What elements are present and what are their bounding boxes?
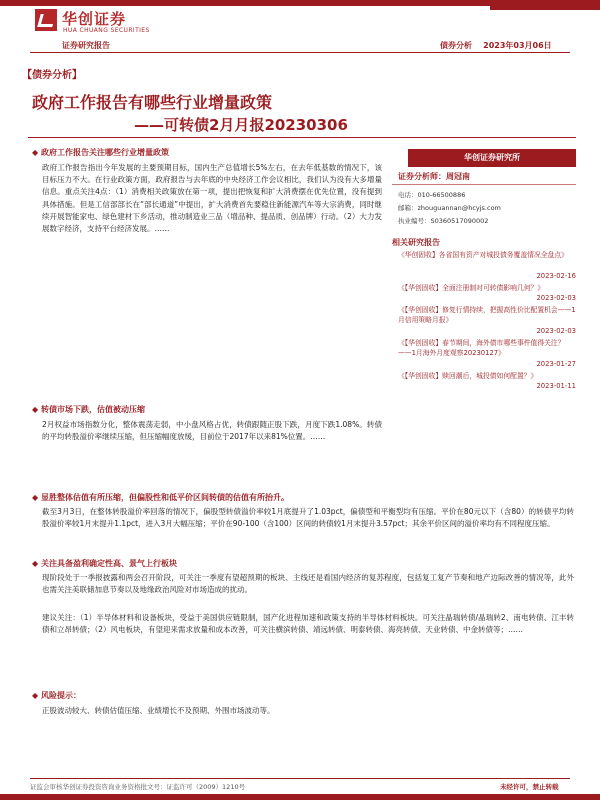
section-heading-text: 显胜整体估值有所压缩，但偏股性和低平价区间转债的估值有所抬升。: [40, 493, 289, 502]
section-heading: [32, 404, 382, 415]
header-divider: [30, 52, 570, 53]
related-report-date: 2023-01-11: [536, 382, 576, 390]
logo-english: HUA CHUANG SECURITIES: [63, 27, 150, 34]
section-body: 现阶段处于一季报披露和两会召开阶段，可关注一季度有望超预期的板块、主线还是看国内经济的复苏程度，包括复工复产节奏和地产边际改善的情况等，此外也需关注美联储加息节奏以及地缘政治风险对市场造成的扰动。: [42, 573, 574, 595]
section-body-recommend: 建议关注：（1）半导体材料和设备板块，受益于美国供应链限制，国产化进程加速和政策支持的半导体材料板块。可关注晶瑞转债/晶瑞转2、南电转债、江丰转债和立昂转债；（2）风电板块，有望迎来需求放量和成本改善，可关注横滨转债、靖远转债、明泰转债、海亮转债、天业转债、中金转债等；……: [42, 613, 574, 635]
related-report-link[interactable]: 《【华创固收】春节期间，海外债市哪些事件值得关注？——1月海外月度观察20230127》: [398, 339, 565, 357]
report-date: 2023年03月06日: [483, 41, 552, 50]
related-report-date: 2023-02-03: [536, 294, 576, 302]
phone: 电话：010-66500886: [398, 191, 466, 199]
related-report-link[interactable]: 《【华创固收】修复行情持续，把握高性价比配置机会——1月信用策略月报》: [398, 306, 576, 324]
section-heading-text: 政府工作报告关注哪些行业增量政策: [40, 148, 169, 157]
doc-tag: 【债券分析】: [22, 70, 82, 81]
footer-license: 证监会审核华创证券投资咨询业务资格批文号：证监许可（2009）1210号: [30, 783, 246, 791]
report-type: 证券研究报告: [62, 41, 110, 50]
bottom-accent-bar: [0, 794, 600, 800]
analyst-divider: [392, 184, 576, 185]
section-body: 2月权益市场指数分化，整体震荡走弱，中小盘风格占优，转债跟随正股下跌，月度下跌1.08%。转债的平均转股溢价率继续压缩，但压缩幅度放缓，目前位于2017年以来81%位置。……: [42, 420, 382, 442]
related-report-date: 2023-02-16: [536, 272, 576, 280]
section-heading: [32, 558, 574, 569]
section-heading: [32, 690, 574, 701]
diamond-bullet-icon: ◆: [32, 559, 39, 568]
section-5: [32, 690, 574, 717]
section-body: 正股波动较大、转债估值压缩、业绩增长不及预期、外围市场波动等。: [42, 706, 275, 715]
header-meta: [440, 40, 552, 51]
related-report-date: 2023-01-27: [536, 360, 576, 368]
related-reports-heading: 相关研究报告: [392, 238, 440, 247]
section-body: 截至3月3日，在整体转股溢价率回落的情况下，偏股型转债溢价率较1月底提升了1.03pct，偏债型和平衡型均有压缩。平价在80元以下（含80）的转债平均转股溢价率较1月末提升1.1pct，进入3月大幅压缩；平价在90-100（含100）区间的转债较1月末提升3.57pct；其余平价区间的溢价率均有不同程度压缩。: [42, 507, 574, 529]
analyst-name: 证券分析师：周冠南: [398, 172, 470, 181]
section-heading: [32, 147, 382, 158]
related-report-link[interactable]: 《【华创固收】全面注册制对可转债影响几何？》: [398, 284, 545, 292]
section-heading-text: 转债市场下跌，估值被动压缩: [40, 405, 145, 414]
related-report-link[interactable]: 《【华创固收】赎回潮后，城投债如何配置？》: [398, 372, 538, 380]
page-title: 政府工作报告有哪些行业增量政策: [32, 93, 273, 112]
category: 债券分析: [440, 41, 472, 50]
title-divider: [28, 137, 576, 138]
section-body: 政府工作报告指出今年发展的主要预期目标，国内生产总值增长5%左右，在去年低基数的情况下，该目标压力不大。在行业政策方面，政府报告与去年底的中央经济工作会议相比，我们认为没有大多增量信息。重点关注4点：（1）消费相关政策放在第一项，提出把恢复和扩大消费摆在优先位置，没有提到具体措施。但是工信部部长在“部长通道”中提出，扩大消费首先要稳住新能源汽车等大宗消费，同时继续开展智能家电、绿色建材下乡活动，推动制造业三品（增品种、提品质、创品牌）行动。（2）大力发展数字经济，支持平台经济发展。……: [42, 163, 382, 234]
section-3: [32, 492, 574, 554]
diamond-bullet-icon: ◆: [32, 691, 39, 700]
footer-divider: [30, 778, 570, 779]
related-report-date: 2023-02-03: [536, 327, 576, 335]
top-right-accent: [490, 0, 600, 10]
section-heading-text: 关注具备盈利确定性高、景气上行板块: [40, 559, 177, 568]
footer-notice: 未经许可，禁止转载: [500, 783, 559, 791]
logo-icon: [35, 9, 57, 31]
cert-number: 执业编号：S0360517090002: [398, 217, 489, 225]
section-4: [32, 558, 574, 696]
diamond-bullet-icon: ◆: [32, 405, 39, 414]
section-heading: [32, 492, 574, 503]
email[interactable]: 邮箱：zhouguannan@hcyjs.com: [398, 204, 501, 212]
diamond-bullet-icon: ◆: [32, 148, 39, 157]
section-1: [32, 147, 382, 390]
related-report-link[interactable]: 《华创固收】各省国有资产对城投债务覆盖情况全盘点》: [398, 251, 568, 259]
institute-header: 华创证券研究所: [408, 149, 576, 167]
logo-text: 华创证券: [62, 10, 127, 28]
diamond-bullet-icon: ◆: [32, 493, 39, 502]
page-subtitle: ——可转债2月月报20230306: [134, 116, 348, 134]
section-heading-text: 风险提示：: [40, 691, 81, 700]
section-2: [32, 404, 382, 493]
